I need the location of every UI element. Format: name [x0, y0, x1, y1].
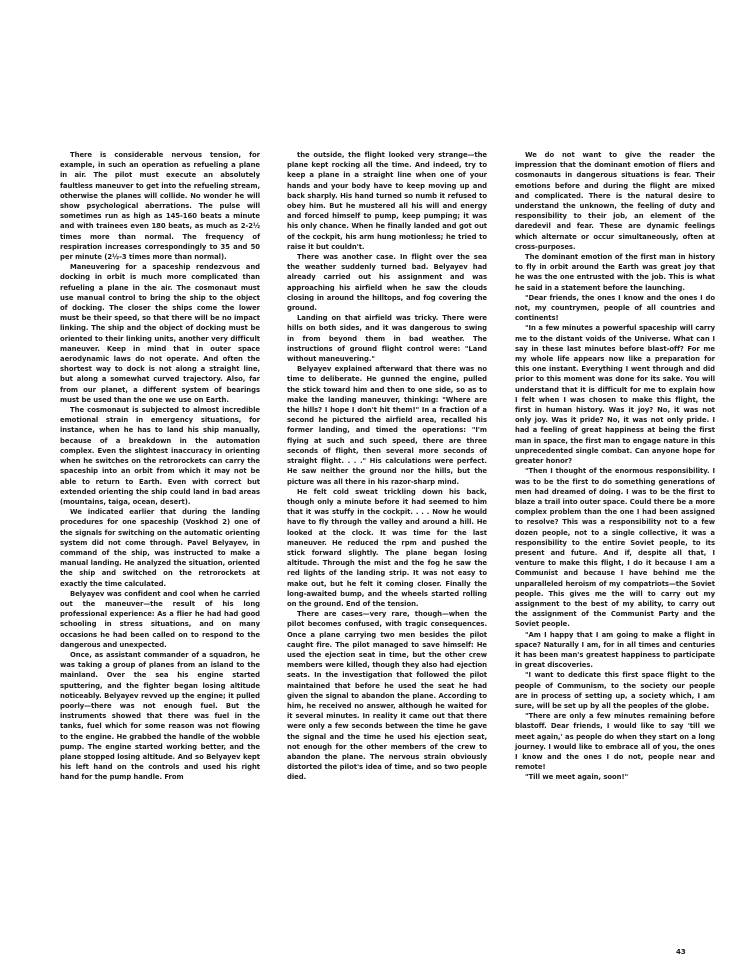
paragraph: Belyayev explained afterward that there was no time to deliberate. He gunned the engine, pulled the stick toward him and then to one side, so as to make the landing maneuver, thinking: "Where are the hills? I hope I don't hit them!" In a fraction of a second he pictured the airfield area, recalled his former landing, and timed the operations: "I'm flying at such and such speed, there are three seconds of flight, then several more seconds of straight flight. . . ." His calculations were perfect. He saw neither the ground nor the hills, but the picture was all there in his razor-sharp mind. — [287, 365, 487, 486]
paragraph: "In a few minutes a powerful spaceship will carry me to the distant voids of the Universe. What can I say in these last minutes before blast-off? For me my whole life appears now like a preparation for this one instant. Everything I went through and did prior to this moment was done for its sake. You will understand that it is difficult for me to explain how I felt when I was chosen to make this flight, the first in human history. Was it joy? No, it was not only joy. Was it pride? No, it was not only pride. I had a feeling of great happiness at being the first man in space, the first man to engage nature in this unprecedented single combat. Can anyone hope for greater honor? — [515, 324, 715, 466]
paragraph: There was another case. In flight over the sea the weather suddenly turned bad. Belyayev had already carried out his assignment and was approaching his airfield when he saw the clouds closing in around the hilltops, and fog covering the ground. — [287, 253, 487, 313]
text-column-3 — [515, 150, 715, 783]
paragraph: "I want to dedicate this first space flight to the people of Communism, to the society our people are in process of setting up, a society which, I am sure, will be set up by all the peoples of the globe. — [515, 671, 715, 710]
paragraph: He felt cold sweat trickling down his back, though only a minute before it had seemed to him that it was stuffy in the cockpit. . . . Now he would have to fly through the valley and around a hill. He looked at the clock. It was time for the last maneuver. He reduced the rpm and pushed the stick forward slightly. The plane began losing altitude. Through the mist and the fog he saw the red lights of the landing strip. It was not easy to make out, but he felt it coming closer. Finally the long-awaited bump, and the wheels started rolling on the ground. End of the tension. — [287, 487, 487, 608]
paragraph: "There are only a few minutes remaining before blastoff. Dear friends, I would like to say 'till we meet again,' as people do when they start on a long journey. I would like to embrace all of you, the ones I know and the ones I do not, people near and remote! — [515, 712, 715, 772]
paragraph: Once, as assistant commander of a squadron, he was taking a group of planes from an island to the mainland. Over the sea his engine started sputtering, and the fighter began losing altitude noticeably. Belyayev revved up the engine; it pulled poorly—there was not enough fuel. But the instruments showed that there was fuel in the tanks, fuel which for some reason was not flowing to the engine. He grabbed the handle of the wobble pump. The engine started working better, and the plane stopped losing altitude. And so Belyayev kept his left hand on the controls and used his right hand for the pump handle. From — [60, 650, 260, 782]
paragraph: We indicated earlier that during the landing procedures for one spaceship (Voskhod 2) one of the signals for switching on the automatic orienting system did not come through. Pavel Belyayev, in command of the ship, was instructed to make a manual landing. He analyzed the situation, oriented the ship and switched on the retrorockets at exactly the time calculated. — [60, 508, 260, 588]
paragraph: "Then I thought of the enormous responsibility. I was to be the first to do something generations of men had dreamed of doing. I was to be the first to blaze a trail into outer space. Could there be a more complex problem than the one I had been assigned to resolve? This was a responsibility not to a few dozen people, not to a single collective, it was a responsibility to the entire Soviet people, to its present and future. And if, despite all that, I venture to make this flight, I do it because I am a Communist and because I have behind me the unparalleled heroism of my compatriots—the Soviet people. This gives me the will to carry out my assignment to the best of my ability, to carry out the assignment of the Communist Party and the Soviet people. — [515, 467, 715, 629]
paragraph: The dominant emotion of the first man in history to fly in orbit around the Earth was great joy that he was the one entrusted with the job. This is what he said in a statement before the launching. — [515, 253, 715, 292]
paragraph: There is considerable nervous tension, for example, in such an operation as refueling a plane in air. The pilot must execute an absolutely faultless maneuver to get into the refueling stream, otherwise the planes will collide. No wonder he will show psychological aberrations. The pulse will sometimes run as high as 145-160 beats a minute and with trainees even 180 beats, as much as 2-2½ times more than normal. The frequency of respiration increases correspondingly to 35 and 50 per minute (2½-3 times more than normal). — [60, 151, 260, 262]
paragraph: Landing on that airfield was tricky. There were hills on both sides, and it was dangerous to swing in from beyond them in bad weather. The instructions of ground flight control were: "Land without maneuvering." — [287, 314, 487, 364]
paragraph: We do not want to give the reader the impression that the dominant emotion of fliers and cosmonauts in dangerous situations is fear. Their emotions before and during the flight are mixed and complicated. There is the natural desire to understand the unknown, the feeling of duty and responsibility to their job, an element of the daredevil and fear. These are dynamic feelings which alternate or occur simultaneously, often at cross-purposes. — [515, 151, 715, 251]
text-column-1 — [60, 150, 260, 783]
paragraph: "Till we meet again, soon!" — [525, 773, 629, 782]
paragraph: The cosmonaut is subjected to almost incredible emotional strain in emergency situations, for instance, when he has to land his ship manually, because of a breakdown in the automation complex. Even the slightest inaccuracy in orienting when he switches on the retrorockets can carry the spaceship into an orbit from which it may not be able to return to Earth. Even with correct but extended orienting the ship could land in bad areas (mountains, taiga, ocean, desert). — [60, 406, 260, 506]
paragraph: Belyayev was confident and cool when he carried out the maneuver—the result of his long professional experience: As a flier he had had good schooling in stress situations, and on many occasions he had been called on to respond to the dangerous and unexpected. — [60, 589, 260, 649]
paragraph: "Am I happy that I am going to make a flight in space? Naturally I am, for in all times and centuries it has been man's greatest happiness to participate in great discoveries. — [515, 630, 715, 670]
paragraph: Maneuvering for a spaceship rendezvous and docking in orbit is much more complicated than refueling a plane in the air. The cosmonaut must use manual control to bring the ship to the object of docking. The closer the ships come the lower must be their speed, so that there will be no impact linking. The ship and the object of docking must be oriented to their linking units, another very difficult maneuver. Keep in mind that in outer space aerodynamic laws do not operate. And often the shortest way to dock is not along a straight line, but along a somewhat curved trajectory. Also, far from our planet, a different system of bearings must be used than the one we use on Earth. — [60, 263, 260, 404]
text-column-2 — [287, 150, 487, 783]
paragraph: "Dear friends, the ones I know and the ones I do not, my countrymen, people of all countries and continents! — [515, 293, 715, 323]
page-number: 43 — [676, 948, 686, 956]
paragraph: There are cases—very rare, though—when the pilot becomes confused, with tragic consequences. Once a plane carrying two men besides the pilot caught fire. The pilot managed to save himself: He used the ejection seat in time, but the other crew members were killed, though they also had ejection seats. In the investigation that followed the pilot maintained that before he used the seat he had given the signal to abandon the plane. According to him, he received no answer, although he waited for it several minutes. In reality it came out that there were only a few seconds between the time he gave the signal and the time he used his ejection seat, not enough for the other members of the crew to abandon the plane. The nervous strain obviously distorted the pilot's idea of time, and so two people died. — [287, 610, 487, 782]
paragraph: the outside, the flight looked very strange—the plane kept rocking all the time. And indeed, try to keep a plane in a straight line when one of your hands and your body have to keep moving up and back sharply. His hand turned so numb it refused to obey him. But he mustered all his will and energy and forced himself to pump, keep pumping; it was his only chance. When he finally landed and got out of the cockpit, his arm hung motionless; he tried to raise it but couldn't. — [287, 151, 487, 251]
